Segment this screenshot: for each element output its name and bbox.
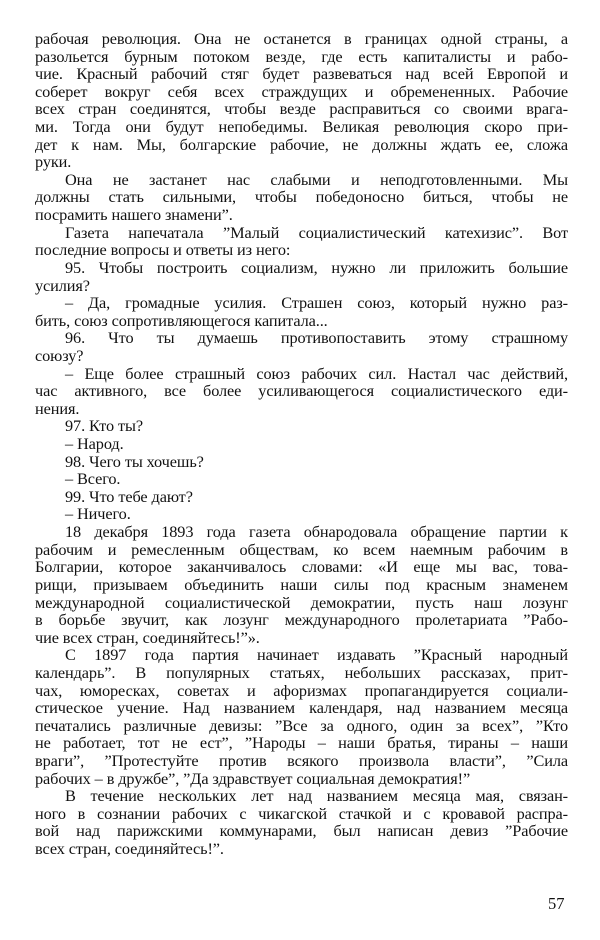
text-line: нения. [35,398,80,418]
paragraph [35,171,568,224]
text-line: Газета напечатала ”Малый социалистический катехизис”. Вот [65,222,568,242]
text-line: рабочих – в дружбе”, ”Да здравствует социальная демократия!” [35,768,471,788]
text-line: в борьбе звучит, как лозунг международного пролетариата ”Рабо- [35,610,568,630]
paragraph [35,30,568,171]
text-line: 96. Что ты думаешь противопоставить этому страшному [65,328,568,348]
text-line: С 1897 года партия начинает издавать ”Красный народный [65,645,568,665]
text-line: бить, союз сопротивляющегося капитала... [35,310,328,330]
page-number: 57 [548,894,565,913]
text-line: ного в сознании рабочих с чикагской стачкой и с кровавой распра- [35,803,568,823]
text-line: рабочим и ремесленным обществам, ко всем наемным рабочим в [35,539,568,559]
paragraph [35,523,568,646]
text-line: Болгарии, которое заканчивалось словами: «И еще мы вас, това- [35,557,568,577]
paragraph [35,329,568,364]
text-line: 95. Чтобы построить социализм, нужно ли приложить большие [65,257,568,277]
text-line: рабочая революция. Она не останется в границах одной страны, а [35,29,568,48]
text-line: последние вопросы и ответы из него: [35,240,291,260]
text-line: международной социалистической демократии, пусть наш лозунг [35,592,568,612]
paragraph [35,365,568,418]
text-line: – Всего. [65,469,121,489]
text-line: час активного, все более усиливающегося социалистического еди- [35,381,568,401]
text-line: соберет вокруг себя всех страждущих и обремененных. Рабочие [35,81,568,101]
text-line: стическое учение. Над названием календаря, над названием месяца [35,698,568,718]
text-line: чие. Красный рабочий стяг будет развеваться над всей Европой и [35,64,568,84]
text-line: В течение нескольких лет над названием месяца мая, связан- [65,786,568,806]
text-line: дет к нам. Мы, болгарские рабочие, не должны ждать ее, сложа [35,134,568,154]
paragraph [35,453,568,471]
paragraph [35,787,568,857]
text-line: усилия? [35,275,90,295]
paragraph [35,646,568,787]
text-line: всех стран соединятся, чтобы везде расправиться со своими врага- [35,99,568,119]
text-line: Она не застанет нас слабыми и неподготовленными. Мы [65,169,568,189]
paragraph [35,470,568,488]
text-line: – Народ. [65,434,124,454]
text-line: ми. Тогда они будут непобедимы. Великая революция скоро при- [35,117,568,137]
text-line: 18 декабря 1893 года газета обнародовала обращение партии к [65,522,568,542]
paragraph [35,417,568,435]
text-line: печатались различные девизы: ”Все за одного, один за всех”, ”Кто [35,715,568,735]
page-text [35,30,568,858]
text-line: союзу? [35,345,84,365]
paragraph [35,488,568,506]
text-line: вой над парижскими коммунарами, был написан девиз ”Рабочие [35,821,568,841]
text-line: 98. Чего ты хочешь? [65,451,204,471]
text-line: чах, юморесках, советах и афоризмах пропагандируется социали- [35,680,568,700]
text-line: руки. [35,152,72,172]
paragraph [35,294,568,329]
paragraph [35,435,568,453]
text-line: не работает, тот не ест”, ”Народы – наши братья, тираны – наши [35,733,568,753]
text-line: – Ничего. [65,504,131,524]
text-line: – Еще более страшный союз рабочих сил. Настал час действий, [65,363,568,383]
paragraph [35,259,568,294]
text-line: должны стать сильными, чтобы победоносно биться, чтобы не [35,187,568,207]
text-line: посрамить нашего знамени”. [35,205,233,225]
text-line: – Да, громадные усилия. Страшен союз, который нужно раз- [65,293,568,313]
text-line: 99. Что тебе дают? [65,486,193,506]
text-line: рищи, призываем объединить наши силы под красным знаменем [35,574,568,594]
text-line: враги”, ”Протестуйте против всякого произвола власти”, ”Сила [35,750,568,770]
text-line: чие всех стран, соединяйтесь!”». [35,627,260,647]
text-line: разольется бурным потоком везде, где есть капиталисты и рабо- [35,46,568,66]
paragraph [35,505,568,523]
text-line: всех стран, соединяйтесь!”. [35,839,224,859]
text-line: 97. Кто ты? [65,416,143,436]
text-line: календарь”. В популярных статьях, небольших рассказах, прит- [35,662,568,682]
paragraph [35,224,568,259]
